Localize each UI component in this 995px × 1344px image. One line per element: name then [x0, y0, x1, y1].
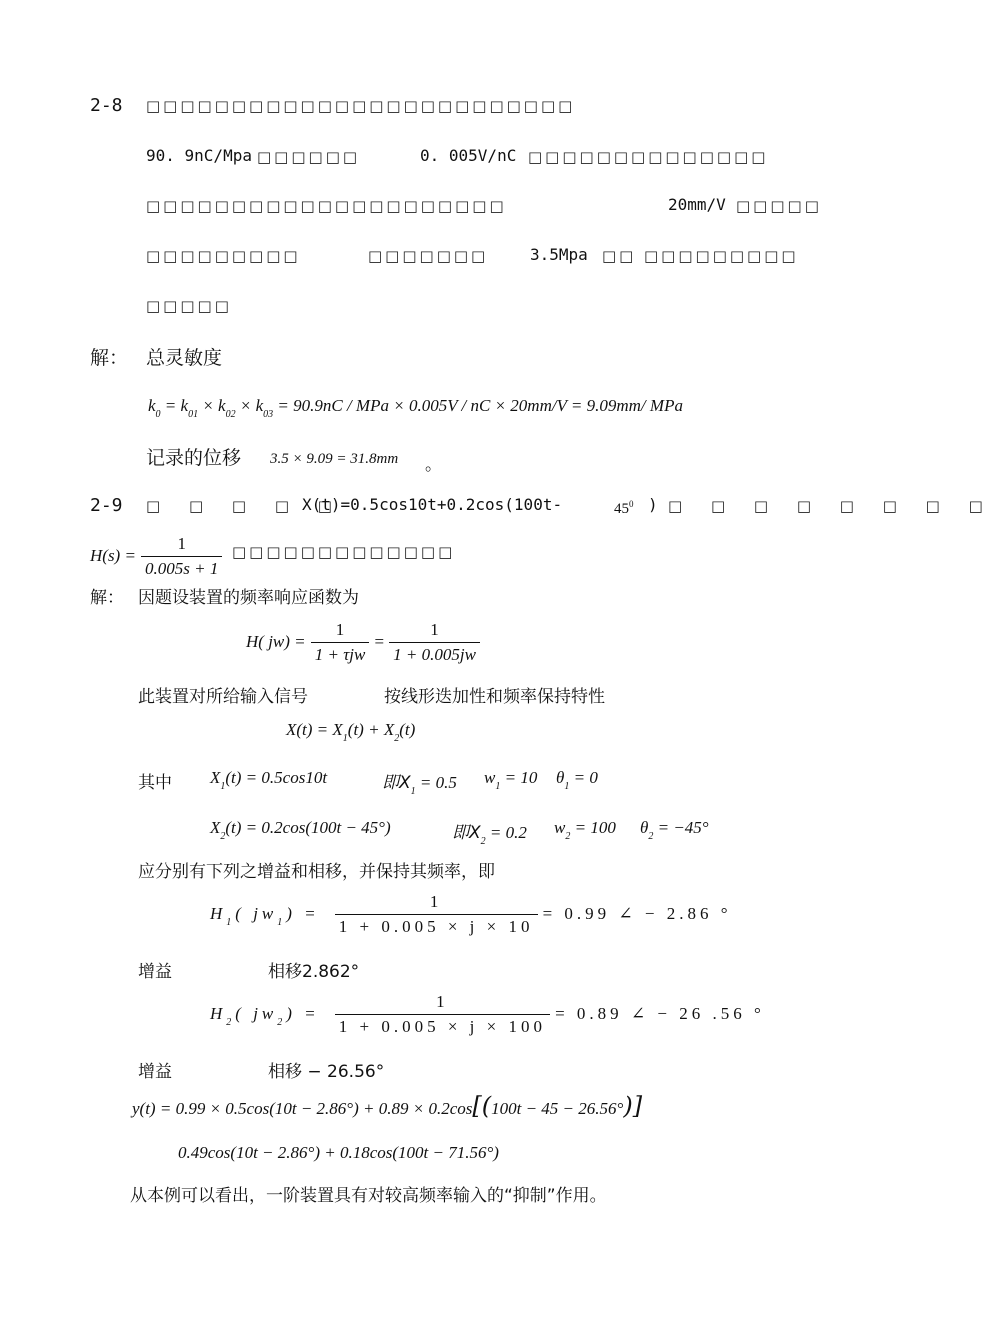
- qizhong-label: 其中: [138, 773, 172, 793]
- gain-label-2: 增益: [138, 1062, 172, 1082]
- signal-close: ): [648, 495, 658, 514]
- signal-angle: $45^0$: [614, 499, 634, 517]
- h2-formula: $H_2$( $jw_2$) = $\frac{1}{1 + 0.005 \times j \times 100}$ = 0.89 ∠ − 26 .56 °: [210, 992, 765, 1036]
- displacement-end: 。: [425, 455, 442, 475]
- problem-2-8-line3-text-b: □□□□□: [736, 197, 822, 215]
- w2-value: $w_2 = 100$: [554, 818, 616, 842]
- problem-2-8-line2-text-a: □□□□□□: [257, 148, 361, 166]
- charge-sensitivity: 90. 9nC/Mpa: [146, 146, 252, 165]
- problem-number-2-9: 2-9: [90, 495, 123, 516]
- solution-label-2-8: 解：: [90, 347, 129, 369]
- problem-2-9-text-a: □ □ □ □ □: [146, 497, 344, 515]
- x2-formula: $X_2(t) = 0.2\cos(100t - 45^\circ)$: [210, 818, 391, 842]
- h1-formula: $H_1$( $jw_1$) = $\frac{1}{1 + 0.005 \times j \times 10}$ = 0.99 ∠ − 2.86 °: [210, 892, 732, 936]
- x1-formula: $X_1(t) = 0.5\cos 10t$: [210, 768, 328, 792]
- superposition-formula: $X(t) = X_1(t) + X_2(t)$: [286, 720, 416, 744]
- problem-2-8-line4-text-c: □□: [602, 247, 637, 265]
- output-formula: y(t) = 0.99 × 0.5cos(10t − 2.86°) + 0.89 × 0.2cos[(100t − 45 − 26.56°)]: [132, 1092, 643, 1120]
- w1-value: $w_1 = 10$: [484, 768, 538, 792]
- problem-2-8-line4-text-d: □□□□□□□□□: [644, 247, 799, 265]
- transfer-function: H(s) = $\frac{1}{0.005s + 1}$: [90, 534, 222, 579]
- output-formula-simplified: 0.49cos(10t − 2.86°) + 0.18cos(100t − 71.56°): [178, 1143, 499, 1162]
- gain-label-1: 增益: [138, 962, 172, 982]
- x2-amplitude: 即$X_2 = 0.2$: [452, 823, 527, 847]
- conclusion: 从本例可以看出，一阶装置具有对较高频率输入的“抑制”作用。: [130, 1186, 607, 1206]
- solution-2-9-line2b: 按线形迭加性和频率保持特性: [384, 687, 605, 707]
- phase-label-1: 相移2.862°: [268, 962, 360, 982]
- solution-label-2-9: 解：: [90, 588, 124, 608]
- problem-2-8-line5: □□□□□: [146, 297, 232, 315]
- problem-2-8-line4-text-a: □□□□□□□□□: [146, 247, 301, 265]
- problem-2-9-text-c: □□□□□□□□□□□□□: [232, 543, 456, 561]
- solution-2-9-line3: 应分别有下列之增益和相移，并保持其频率，即: [138, 862, 495, 882]
- theta2-value: $\theta_2 = -45^\circ$: [640, 818, 709, 842]
- solution-2-9-line1: 因题设装置的频率响应函数为: [138, 588, 359, 608]
- displacement-formula: 3.5 × 9.09 = 31.8mm: [270, 451, 399, 467]
- solution-2-9-line2a: 此装置对所给输入信号: [138, 687, 308, 707]
- phase-label-2: 相移 − 26.56°: [268, 1062, 385, 1082]
- displacement-label: 记录的位移: [146, 447, 242, 469]
- problem-number-2-8: 2-8: [90, 95, 123, 116]
- amplifier-sensitivity: 0. 005V/nC: [420, 146, 517, 165]
- theta1-value: $\theta_1 = 0$: [556, 768, 598, 792]
- x1-amplitude: 即$X_1 = 0.5$: [382, 773, 457, 797]
- problem-2-9-text-b: □ □ □ □ □ □ □ □: [668, 497, 995, 515]
- problem-2-8-line3: □□□□□□□□□□□□□□□□□□□□□: [146, 197, 507, 215]
- recorder-sensitivity: 20mm/V: [668, 195, 726, 214]
- total-sensitivity-title: 总灵敏度: [146, 347, 223, 369]
- pressure-change: 3.5Mpa: [530, 245, 588, 264]
- problem-2-8-line1: □□□□□□□□□□□□□□□□□□□□□□□□□: [146, 97, 576, 115]
- frequency-response-formula: H( jw) = $\frac{1}{\text{1 + τjw}}$ = $\frac{1}{1 + 0.005jw}$: [246, 620, 480, 665]
- problem-2-8-line4-text-b: □□□□□□□: [368, 247, 489, 265]
- problem-2-8-line2-text-b: □□□□□□□□□□□□□□: [528, 148, 769, 166]
- k-formula: $k_0 = k_{01} \times k_{02} \times k_{03} = 90.9nC$ / MPa × 0.005V / nC × 20mm/V = 9.09mm/ MPa: [148, 396, 683, 420]
- input-signal: X(t)=0.5cos10t+0.2cos(100t-: [302, 495, 563, 514]
